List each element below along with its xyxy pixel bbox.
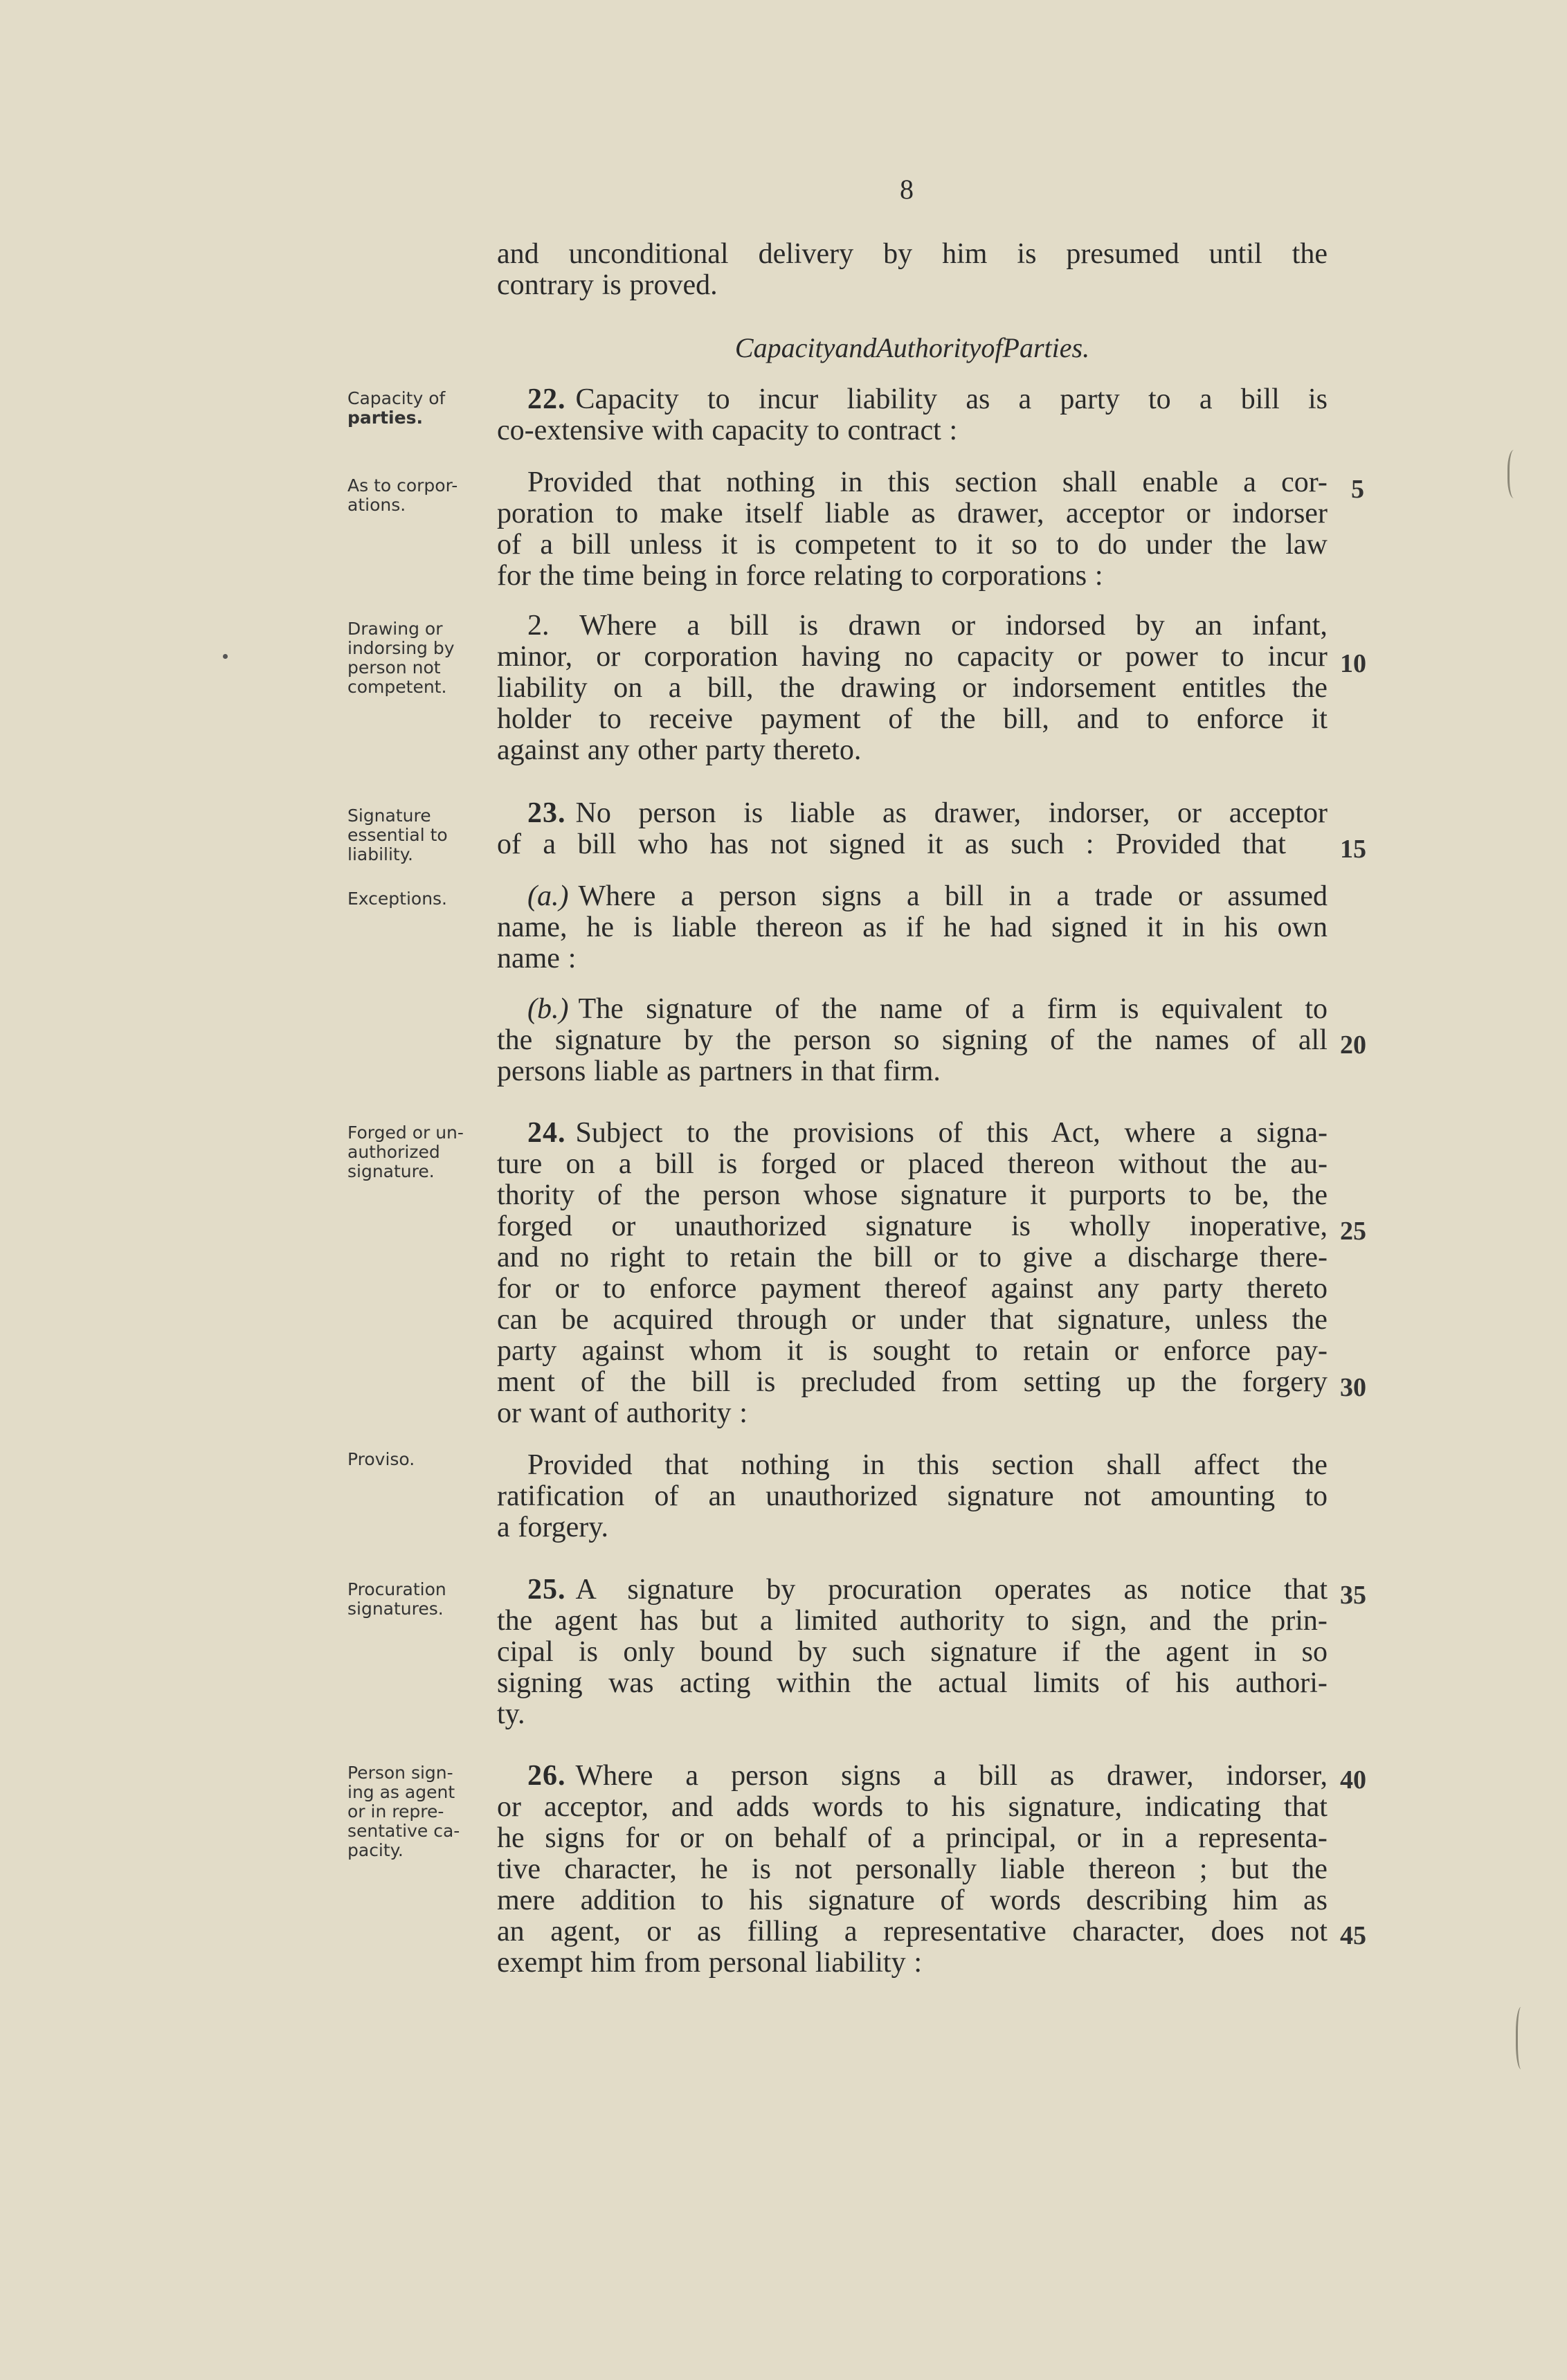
margin-note-line: liability. bbox=[347, 844, 413, 864]
margin-note-line: authorized bbox=[347, 1142, 440, 1162]
text-line bbox=[497, 881, 1328, 912]
section-25 bbox=[497, 1574, 1328, 1730]
text-line: poration to make itself liable as drawer, acceptor or indorser bbox=[497, 498, 1328, 529]
text-line: cipal is only bound by such signature if the agent in so bbox=[497, 1636, 1328, 1668]
margin-note-agent bbox=[347, 1763, 493, 1860]
section-23 bbox=[497, 798, 1328, 860]
section-24-proviso bbox=[497, 1450, 1328, 1543]
line-number: 20 bbox=[1340, 1030, 1366, 1060]
line-number: 35 bbox=[1340, 1581, 1366, 1610]
section-23-a bbox=[497, 881, 1328, 974]
margin-note-line: Signature bbox=[347, 806, 431, 826]
text-line: can be acquired through or under that signature, unless the bbox=[497, 1304, 1328, 1336]
text-line: party against whom it is sought to retain or enforce pay- bbox=[497, 1335, 1328, 1367]
section-26 bbox=[497, 1761, 1328, 1979]
margin-note-line: signature. bbox=[347, 1161, 435, 1181]
line-number: 40 bbox=[1340, 1765, 1366, 1795]
text-line: thority of the person whose signature it purports to be, the bbox=[497, 1179, 1328, 1211]
margin-note-line: Exceptions. bbox=[347, 889, 448, 909]
text-line: he signs for or on behalf of a principal, or in a representa- bbox=[497, 1822, 1328, 1854]
text-line: for or to enforce payment thereof against any party thereto bbox=[497, 1273, 1328, 1305]
section-number: 23. bbox=[527, 797, 566, 829]
text-line: a forgery. bbox=[497, 1511, 609, 1543]
text-line: 2. Where a bill is drawn or indorsed by an infant, bbox=[527, 610, 1328, 642]
margin-note-forged bbox=[347, 1123, 493, 1181]
text-span: Capacity to incur liability as a party to a bill is bbox=[575, 383, 1328, 415]
text-line: of a bill unless it is competent to it so to do under the law bbox=[497, 529, 1328, 561]
text-line: exempt him from personal liability : bbox=[497, 1947, 922, 1979]
line-number: 15 bbox=[1340, 835, 1366, 864]
text-line: for the time being in force relating to corporations : bbox=[497, 560, 1103, 592]
text-line: ture on a bill is forged or placed thereon without the au- bbox=[497, 1148, 1328, 1180]
clause-label: (b.) bbox=[527, 993, 569, 1025]
margin-note-line: Proviso. bbox=[347, 1449, 415, 1469]
text-span: A signature by procuration operates as notice that bbox=[575, 1574, 1328, 1606]
margin-note-line: ing as agent bbox=[347, 1782, 455, 1802]
text-line: ty. bbox=[497, 1698, 525, 1730]
text-span: The signature of the name of a firm is equivalent to bbox=[578, 993, 1328, 1025]
text-line bbox=[497, 1118, 1328, 1149]
section-heading bbox=[497, 332, 1328, 363]
section-number: 25. bbox=[527, 1574, 566, 1606]
section-22 bbox=[497, 384, 1328, 446]
text-span: Where a person signs a bill in a trade or assumed bbox=[578, 880, 1328, 912]
text-line: against any other party thereto. bbox=[497, 734, 862, 766]
edge-mark bbox=[1507, 450, 1523, 498]
margin-note-line: person not bbox=[347, 657, 441, 678]
line-number: 25 bbox=[1340, 1217, 1366, 1246]
ink-speck bbox=[223, 654, 228, 659]
edge-mark bbox=[1516, 2007, 1529, 2069]
clause-label: (a.) bbox=[527, 880, 569, 912]
text-span: Subject to the provisions of this Act, where a signa- bbox=[575, 1117, 1328, 1149]
margin-note-capacity bbox=[347, 389, 493, 428]
text-line: an agent, or as filling a representative character, does not bbox=[497, 1916, 1328, 1947]
text-line: or want of authority : bbox=[497, 1397, 748, 1429]
text-line: and unconditional delivery by him is presumed until the bbox=[497, 238, 1328, 270]
line-number: 30 bbox=[1340, 1373, 1366, 1402]
margin-note-corporations bbox=[347, 476, 493, 515]
margin-note-line: pacity. bbox=[347, 1840, 404, 1860]
text-line bbox=[497, 798, 1328, 829]
text-line: Provided that nothing in this section shall enable a cor- bbox=[527, 466, 1328, 498]
section-number: 22. bbox=[527, 383, 566, 415]
heading-text: Capacity and Authority of Parties. bbox=[734, 332, 1090, 363]
line-number: 10 bbox=[1340, 649, 1366, 678]
margin-note-line: indorsing by bbox=[347, 638, 455, 658]
text-line bbox=[497, 1574, 1328, 1606]
margin-note-line: signatures. bbox=[347, 1599, 444, 1619]
section-number: 24. bbox=[527, 1117, 566, 1149]
margin-note-line: Forged or un- bbox=[347, 1123, 464, 1143]
section-24 bbox=[497, 1118, 1328, 1429]
text-line: the signature by the person so signing of the names of all bbox=[497, 1024, 1328, 1056]
text-line: ment of the bill is precluded from setting up the forgery bbox=[497, 1366, 1328, 1398]
text-line: signing was acting within the actual limits of his authori- bbox=[497, 1667, 1328, 1699]
text-line: persons liable as partners in that firm. bbox=[497, 1055, 941, 1087]
text-line bbox=[497, 1761, 1328, 1792]
margin-note-signature bbox=[347, 806, 493, 864]
text-line: holder to receive payment of the bill, and to enforce it bbox=[497, 703, 1328, 735]
margin-note-exceptions bbox=[347, 889, 493, 909]
text-line: minor, or corporation having no capacity or power to incur bbox=[497, 641, 1328, 673]
margin-note-procuration bbox=[347, 1580, 493, 1619]
text-line: Provided that nothing in this section shall affect the bbox=[527, 1449, 1328, 1481]
text-line bbox=[497, 384, 1328, 415]
section-22-subsection-2 bbox=[497, 610, 1328, 766]
margin-note-line: Drawing or bbox=[347, 619, 443, 639]
text-line bbox=[497, 994, 1328, 1025]
section-number: 26. bbox=[527, 1760, 566, 1792]
margin-note-line: or in repre- bbox=[347, 1801, 444, 1822]
margin-note-line: Capacity of bbox=[347, 388, 446, 408]
text-line: forged or unauthorized signature is wholly inoperative, bbox=[497, 1210, 1328, 1242]
margin-note-line: ations. bbox=[347, 495, 406, 515]
text-span: No person is liable as drawer, indorser, or acceptor bbox=[575, 797, 1328, 829]
text-line: and no right to retain the bill or to give a discharge there- bbox=[497, 1242, 1328, 1273]
margin-note-line: Procuration bbox=[347, 1579, 446, 1599]
margin-note-line: As to corpor- bbox=[347, 475, 458, 496]
text-line: the agent has but a limited authority to sign, and the prin- bbox=[497, 1605, 1328, 1637]
line-number: 45 bbox=[1340, 1921, 1366, 1950]
text-line: liability on a bill, the drawing or indorsement entitles the bbox=[497, 672, 1328, 704]
text-line: name : bbox=[497, 943, 577, 974]
margin-note-line: Person sign- bbox=[347, 1763, 453, 1783]
section-23-b bbox=[497, 994, 1328, 1087]
margin-note-line: essential to bbox=[347, 825, 448, 845]
margin-note-proviso bbox=[347, 1450, 493, 1469]
text-line: or acceptor, and adds words to his signature, indicating that bbox=[497, 1791, 1328, 1823]
text-line: of a bill who has not signed it as such : Provided that bbox=[497, 828, 1286, 860]
margin-note-line: competent. bbox=[347, 677, 447, 697]
margin-note-drawing bbox=[347, 619, 493, 697]
intro-paragraph bbox=[497, 239, 1328, 301]
line-number: 5 bbox=[1351, 475, 1364, 504]
section-22-proviso bbox=[497, 467, 1328, 592]
margin-note-line: parties. bbox=[347, 408, 423, 428]
text-line: contrary is proved. bbox=[497, 269, 718, 301]
text-line: co-extensive with capacity to contract : bbox=[497, 415, 958, 446]
text-line: mere addition to his signature of words describing him as bbox=[497, 1884, 1328, 1916]
text-line: ratification of an unauthorized signature not amounting to bbox=[497, 1480, 1328, 1512]
margin-note-line: sentative ca- bbox=[347, 1821, 460, 1841]
text-span: Where a person signs a bill as drawer, indorser, bbox=[575, 1760, 1328, 1792]
text-line: name, he is liable thereon as if he had signed it in his own bbox=[497, 911, 1328, 943]
page-number: 8 bbox=[900, 174, 914, 205]
text-line: tive character, he is not personally liable thereon ; but the bbox=[497, 1853, 1328, 1885]
